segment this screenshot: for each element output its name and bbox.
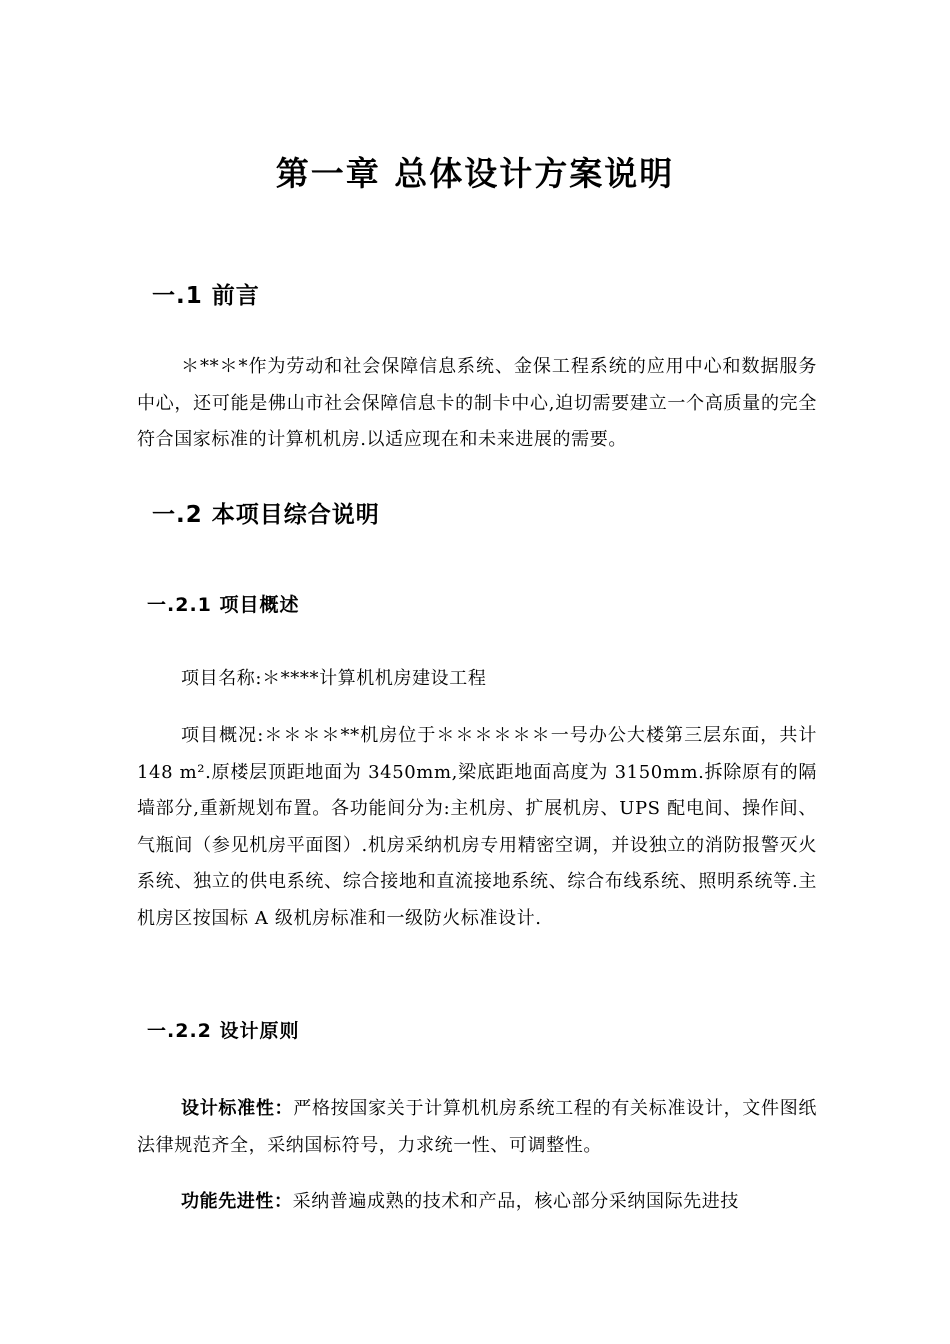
principle-advanced-text: 采纳普遍成熟的技术和产品，核心部分采纳国际先进技	[292, 1191, 740, 1212]
project-name-paragraph: 项目名称:＊****计算机机房建设工程	[181, 668, 487, 689]
project-details-paragraph: 项目概况:＊＊＊＊**机房位于＊＊＊＊＊＊一号办公大楼第三层东面，共计 148 m².原楼层顶距地面为 3450mm,梁底距地面高度为 3150mm.拆除原有的隔墙部分,重新规划布置。各功能间分为:主机房、扩展机房、UPS 配电间、操作间、气瓶间（参见机房平面图）.机房采纳机房专用精密空调，并设独立的消防报警灭火系统、独立的供电系统、综合接地和直流接地系统、综合布线系统、照明系统等.主机房区按国标 A 级机房标准和一级防火标准设计.	[137, 725, 817, 929]
preface-paragraph: ＊**＊*作为劳动和社会保障信息系统、金保工程系统的应用中心和数据服务中心，还可能是佛山市社会保障信息卡的制卡中心,迫切需要建立一个高质量的完全符合国家标准的计算机机房.以适应现在和未来进展的需要。	[137, 356, 817, 450]
principle-advanced-paragraph	[137, 1184, 817, 1221]
subsection-heading-project-summary: 一.2.1 项目概述	[147, 594, 300, 616]
section-heading-project-overview: 一.2 本项目综合说明	[152, 502, 380, 528]
chapter-title: 第一章 总体设计方案说明	[275, 154, 675, 193]
subsection-heading-design-principles: 一.2.2 设计原则	[147, 1020, 300, 1042]
principle-standard-paragraph	[137, 1091, 817, 1164]
section-heading-preface: 一.1 前言	[152, 283, 260, 309]
principle-advanced-label: 功能先进性：	[181, 1191, 293, 1212]
principle-standard-label: 设计标准性：	[181, 1098, 294, 1119]
principle-standard-text: 严格按国家关于计算机机房系统工程的有关标准设计，文件图纸法律规范齐全，采纳国标符号，力求统一性、可调整性。	[137, 1098, 818, 1156]
